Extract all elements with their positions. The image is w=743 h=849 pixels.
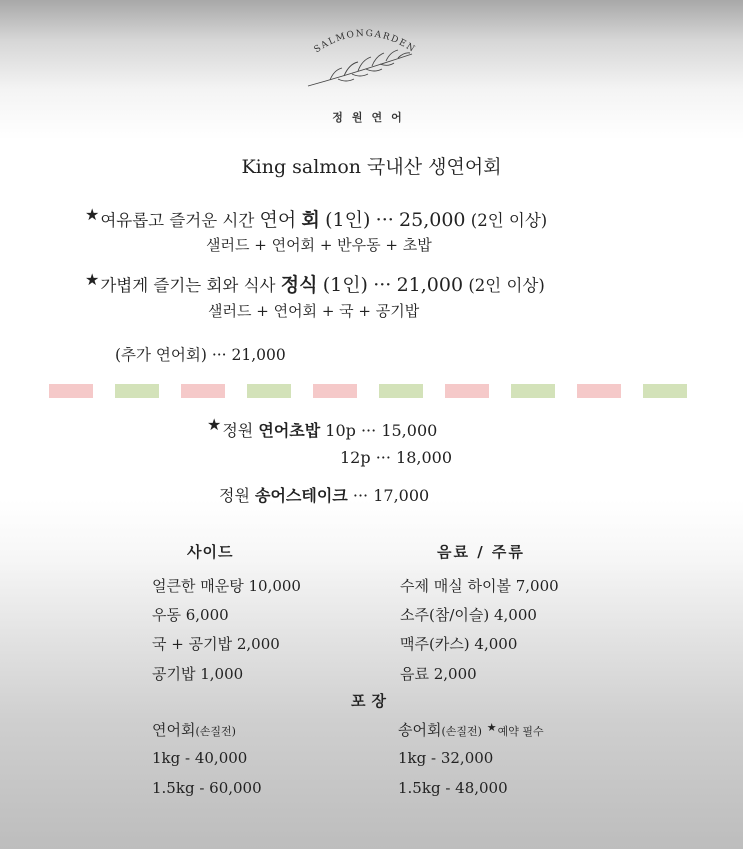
drink-item: 맥주(카스) 4,000	[400, 635, 518, 653]
divider-dash	[181, 384, 225, 398]
side-heading: 사이드	[187, 543, 234, 561]
divider-dash	[115, 384, 159, 398]
side-item: 국 + 공기밥 2,000	[152, 635, 280, 653]
course-1-includes: 샐러드 + 연어회 + 반우동 + 초밥	[206, 236, 432, 254]
dashed-divider	[49, 384, 689, 398]
star-icon: ★	[486, 721, 497, 734]
sushi-size-1: 10p ··· 15,000	[325, 421, 438, 440]
divider-dash	[247, 384, 291, 398]
side-item: 얼큰한 매운탕 10,000	[152, 577, 301, 595]
sushi-prefix: 정원	[222, 421, 254, 440]
divider-dash	[313, 384, 357, 398]
takeout-heading: 포장	[351, 692, 392, 710]
course-1-desc: 여유롭고 즐거운 시간	[100, 211, 255, 230]
course-1-min: (2인 이상)	[470, 211, 548, 230]
takeout-salmon-title	[152, 719, 236, 740]
course-2-name: 정식	[280, 274, 318, 296]
sushi-name: 연어초밥	[258, 421, 321, 440]
star-icon: ★	[85, 205, 100, 224]
course-1-line	[85, 205, 547, 232]
takeout-trout-price: 1.5kg - 48,000	[398, 779, 508, 797]
divider-dash	[643, 384, 687, 398]
drinks-heading: 음료 / 주류	[437, 543, 525, 561]
course-1-name-a: 연어	[259, 209, 297, 231]
course-1-dots: ···	[375, 209, 394, 231]
star-icon: ★	[85, 270, 100, 289]
takeout-trout-name: 송어회	[398, 721, 442, 739]
steak-prefix: 정원	[219, 486, 250, 505]
course-2-includes: 샐러드 + 연어회 + 국 + 공기밥	[208, 302, 420, 320]
side-item: 우동 6,000	[152, 606, 229, 624]
course-2-desc: 가볍게 즐기는 회와 식사	[100, 276, 276, 295]
divider-dash	[49, 384, 93, 398]
drink-item: 수제 매실 하이볼 7,000	[400, 577, 559, 595]
drink-item: 음료 2,000	[400, 665, 477, 683]
menu-title: King salmon 국내산 생연어회	[241, 156, 502, 178]
svg-text:SALMONGARDEN	[313, 29, 418, 55]
sushi-size-2: 12p ··· 18,000	[340, 448, 453, 467]
course-2-dots: ···	[373, 274, 392, 296]
steak-line	[219, 483, 429, 506]
side-item: 공기밥 1,000	[152, 665, 244, 683]
course-2-min: (2인 이상)	[468, 276, 545, 295]
divider-dash	[445, 384, 489, 398]
extra-salmon: (추가 연어회) ··· 21,000	[115, 346, 286, 364]
divider-dash	[511, 384, 555, 398]
leaf-branch-icon	[308, 50, 412, 86]
drink-item: 소주(참/이슬) 4,000	[400, 606, 537, 624]
takeout-salmon-name: 연어회	[152, 721, 196, 739]
course-1-portion: (1인)	[325, 209, 371, 231]
divider-dash	[577, 384, 621, 398]
course-1-name-b: 회	[301, 209, 320, 231]
sushi-line-1	[207, 415, 438, 441]
takeout-salmon-price: 1kg - 40,000	[152, 749, 248, 767]
takeout-salmon-price: 1.5kg - 60,000	[152, 779, 262, 797]
steak-name: 송어스테이크	[255, 486, 348, 505]
course-1-price: 25,000	[399, 209, 466, 231]
course-2-line	[85, 270, 545, 297]
course-2-portion: (1인)	[322, 274, 368, 296]
brand-korean-name: 정원연어	[332, 111, 411, 124]
course-2-price: 21,000	[396, 274, 464, 296]
takeout-salmon-note: (손질전)	[195, 725, 236, 738]
takeout-trout-title	[398, 719, 544, 740]
star-icon: ★	[207, 415, 222, 434]
salmongarden-logo	[300, 18, 430, 98]
takeout-trout-note: (손질전)	[441, 725, 482, 738]
divider-dash	[379, 384, 423, 398]
logo-text: SALMONGARDEN	[312, 28, 418, 56]
takeout-trout-price: 1kg - 32,000	[398, 749, 494, 767]
takeout-trout-reserve: 예약 필수	[497, 725, 544, 738]
steak-price: ··· 17,000	[352, 486, 430, 505]
